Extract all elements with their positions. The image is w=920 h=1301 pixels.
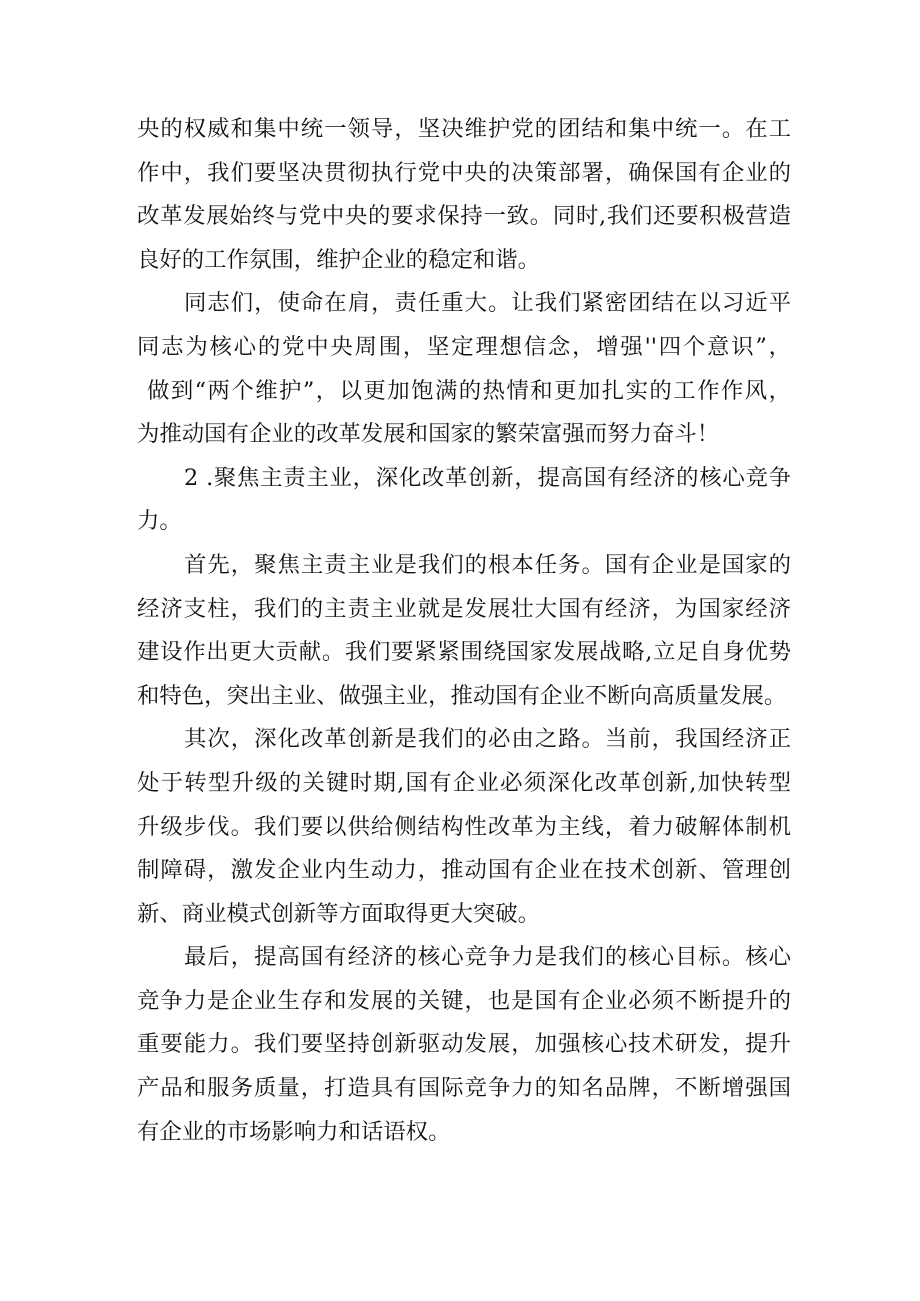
text-line: 2 .聚焦主责主业，深化改革创新，提高国有经济的核心竞争 bbox=[184, 464, 791, 491]
document-body bbox=[137, 108, 791, 1154]
text-line: 同志们，使命在肩，责任重大。让我们紧密团结在以习近平 bbox=[184, 290, 791, 317]
text-line: 力。 bbox=[137, 508, 182, 535]
section-heading bbox=[137, 457, 791, 544]
paragraph-5 bbox=[137, 936, 791, 1154]
text-line: 央的权威和集中统一领导，坚决维护党的团结和集中统一。在工 bbox=[137, 116, 791, 142]
text-line: 产品和服务质量，打造具有国际竞争力的知名品牌，不断增强国 bbox=[137, 1075, 791, 1102]
text-line: 有企业的市场影响力和话语权。 bbox=[137, 1118, 451, 1145]
text-line: 和特色，突出主业、做强主业，推动国有企业不断向高质量发展。 bbox=[137, 682, 787, 709]
text-line: 良好的工作氛围，维护企业的稳定和谐。 bbox=[137, 246, 541, 273]
text-line: 同志为核心的党中央周围，坚定理想信念，增强''四个意识”， bbox=[137, 333, 791, 360]
text-line: 升级步伐。我们要以供给侧结构性改革为主线，着力破解体制机 bbox=[137, 813, 791, 840]
text-line: 首先，聚焦主责主业是我们的根本任务。国有企业是国家的 bbox=[184, 551, 791, 578]
text-line: 竞争力是企业生存和发展的关键，也是国有企业必须不断提升的 bbox=[137, 987, 791, 1014]
text-line: 建设作出更大贡献。我们要紧紧围绕国家发展战略,立足自身优势 bbox=[137, 639, 791, 666]
paragraph-4 bbox=[137, 718, 791, 936]
text-line: 为推动国有企业的改革发展和国家的繁荣富强而努力奋斗！ bbox=[137, 421, 720, 448]
text-line: 经济支柱，我们的主责主业就是发展壮大国有经济，为国家经济 bbox=[137, 595, 791, 622]
text-line: 处于转型升级的关键时期,国有企业必须深化改革创新,加快转型 bbox=[137, 769, 791, 796]
text-line: 做到“两个维护”，以更加饱满的热情和更加扎实的工作作风， bbox=[147, 377, 791, 404]
paragraph-1 bbox=[137, 108, 791, 282]
text-line: 最后，提高国有经济的核心竞争力是我们的核心目标。核心 bbox=[184, 944, 791, 971]
text-line: 制障碍，激发企业内生动力，推动国有企业在技术创新、管理创 bbox=[137, 857, 791, 884]
text-line: 作中，我们要坚决贯彻执行党中央的决策部署，确保国有企业的 bbox=[137, 159, 791, 186]
text-line: 其次，深化改革创新是我们的必由之路。当前，我国经济正 bbox=[184, 726, 791, 753]
text-line: 新、商业模式创新等方面取得更大突破。 bbox=[137, 900, 541, 927]
text-line: 重要能力。我们要坚持创新驱动发展，加强核心技术研发，提升 bbox=[137, 1031, 791, 1058]
paragraph-2 bbox=[137, 282, 791, 456]
paragraph-3 bbox=[137, 544, 791, 718]
text-line: 改革发展始终与党中央的要求保持一致。同时,我们还要积极营造 bbox=[137, 203, 791, 230]
